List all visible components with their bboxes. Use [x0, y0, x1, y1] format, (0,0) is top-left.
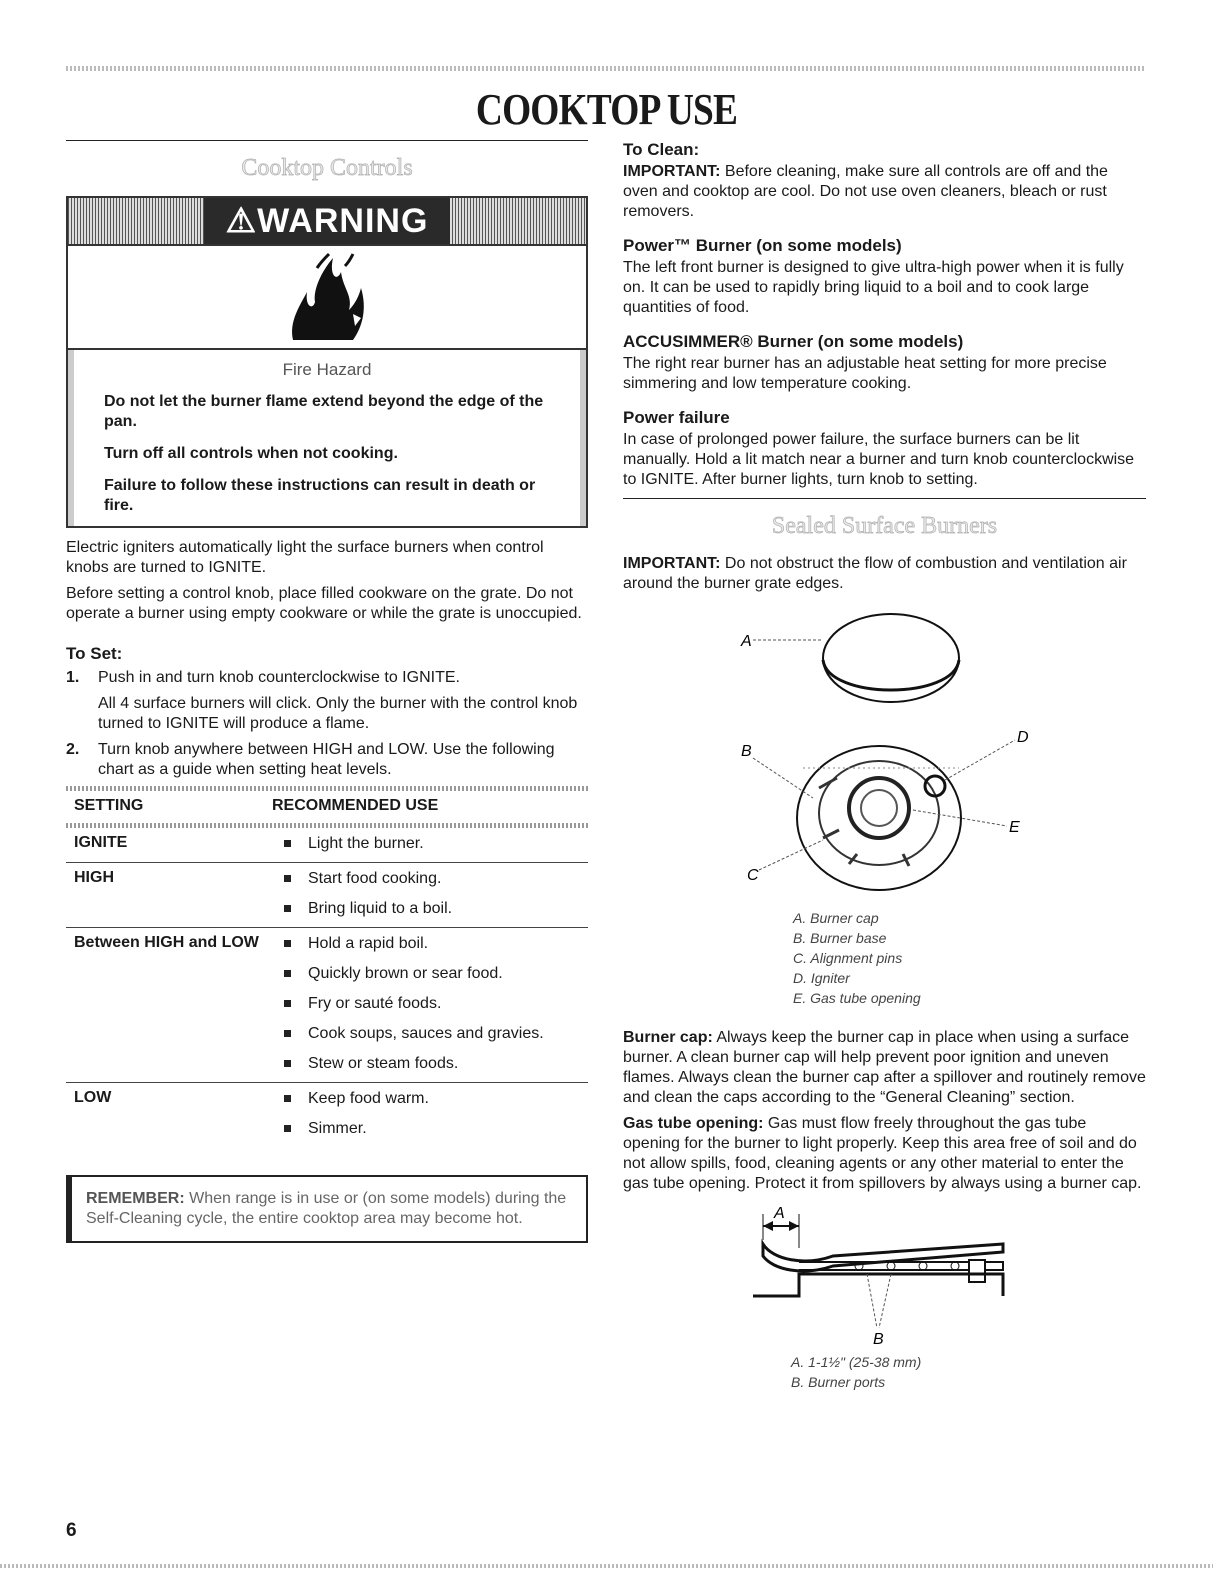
remember-text: When range is in use or (on some models) during the Self-Cleaning cycle, the entire cooktop area may become hot. — [86, 1190, 567, 1227]
label-d: D — [1017, 729, 1029, 746]
table-row — [66, 928, 588, 1083]
page-title: COOKTOP USE — [475, 85, 738, 134]
accusimmer-heading: ACCUSIMMER® Burner (on some models) — [623, 332, 964, 351]
caption: A. Burner cap — [793, 910, 879, 926]
setting-cell: HIGH — [66, 863, 264, 928]
power-burner-heading: Power™ Burner (on some models) — [623, 236, 902, 255]
left-column — [66, 140, 588, 1243]
leader-b — [753, 758, 813, 798]
remember-label: REMEMBER: — [86, 1190, 185, 1207]
setting-cell: IGNITE — [66, 828, 264, 863]
step-subtext: All 4 surface burners will click. Only the burner with the control knob turned to IGNITE will produce a flame. — [98, 695, 578, 732]
warning-label: ⚠WARNING — [204, 198, 451, 244]
page-number: 6 — [66, 1520, 77, 1541]
caption: E. Gas tube opening — [793, 990, 921, 1006]
use-item: Light the burner. — [272, 834, 588, 854]
remember-box — [66, 1175, 588, 1243]
set-steps — [66, 668, 588, 780]
step-number: 1. — [66, 669, 80, 686]
table-header-row — [66, 791, 588, 821]
step-item — [66, 668, 588, 734]
fire-hazard-label: Fire Hazard — [282, 360, 372, 379]
burner-cap-paragraph — [623, 1028, 1146, 1108]
warning-body — [68, 350, 586, 526]
figure2-captions — [791, 1352, 1146, 1392]
warning-line: Do not let the burner flame extend beyond the edge of the pan. — [104, 393, 544, 430]
sealed-important-paragraph — [623, 554, 1146, 594]
gas-tube-label: Gas tube opening: — [623, 1115, 764, 1132]
burner-cap-label: Burner cap: — [623, 1029, 713, 1046]
use-item: Quickly brown or sear food. — [272, 964, 588, 984]
caption: C. Alignment pins — [793, 950, 903, 966]
caption: B. Burner ports — [791, 1374, 886, 1390]
igniters-paragraph: Electric igniters automatically light the surface burners when control knobs are turned to IGNITE. — [66, 539, 544, 576]
caption: D. Igniter — [793, 970, 850, 986]
gas-tube-paragraph — [623, 1114, 1146, 1194]
use-item: Bring liquid to a boil. — [272, 899, 588, 919]
label-b: B — [741, 743, 752, 760]
table-row — [66, 1083, 588, 1148]
fig2-label-a: A — [774, 1205, 785, 1222]
section-rule — [66, 140, 588, 141]
fire-icon — [68, 246, 586, 350]
setting-cell: Between HIGH and LOW — [66, 928, 264, 1083]
step-number: 2. — [66, 741, 80, 758]
uses-cell — [264, 928, 588, 1083]
gas-tube-text: Gas must flow freely throughout the gas tube opening for the burner to light properly. Keep this area free of soil and do not allow spills, food, cleaning agents or any other material to enter the gas tube opening. Protect it from spillovers by always using a burner cap. — [623, 1115, 1142, 1192]
use-item: Hold a rapid boil. — [272, 934, 588, 954]
burner-assembly-diagram — [623, 608, 1146, 908]
uses-cell — [264, 863, 588, 928]
caption: B. Burner base — [793, 930, 887, 946]
burner-cap-profile-diagram — [623, 1204, 1146, 1344]
leader-d — [945, 740, 1015, 780]
uses-cell — [264, 1083, 588, 1148]
important-label: IMPORTANT: — [623, 163, 721, 180]
figure1-captions — [793, 908, 1146, 1008]
step-text: Turn knob anywhere between HIGH and LOW. Use the following chart as a guide when setting heat levels. — [98, 741, 555, 778]
top-decorative-band — [66, 66, 1146, 71]
accusimmer-text: The right rear burner has an adjustable heat setting for more precise simmering and low temperature cooking. — [623, 355, 1107, 392]
warning-box — [66, 196, 588, 528]
base-profile — [753, 1274, 1003, 1296]
fig2-label-b: B — [873, 1331, 884, 1344]
section-rule — [623, 498, 1146, 499]
leader-ports — [867, 1274, 877, 1328]
to-set-heading: To Set: — [66, 644, 123, 663]
clean-important-paragraph — [623, 162, 1146, 222]
setting-cell: LOW — [74, 1089, 112, 1106]
important-text: Do not obstruct the flow of combustion and ventilation air around the burner grate edges. — [623, 555, 1127, 592]
section-heading-sealed-burners: Sealed Surface Burners — [771, 513, 998, 539]
important-text: Before cleaning, make sure all controls are off and the oven and cooktop are cool. Do not use oven cleaners, bleach or rust removers. — [623, 163, 1108, 220]
bottom-decorative-band — [0, 1564, 1213, 1568]
burner-cap-text: Always keep the burner cap in place when using a surface burner. A clean burner cap will help prevent poor ignition and uneven flames. Always clean the burner cap after a spillover and routinely remove and clean the caps according to the “General Cleaning” section. — [623, 1029, 1146, 1106]
header-recommended-use: RECOMMENDED USE — [272, 797, 439, 814]
important-label: IMPORTANT: — [623, 555, 721, 572]
uses-cell — [264, 828, 588, 863]
use-item: Simmer. — [272, 1119, 588, 1139]
warning-header — [68, 198, 586, 246]
power-failure-heading: Power failure — [623, 408, 730, 427]
label-e: E — [1009, 819, 1020, 836]
power-burner-text: The left front burner is designed to give ultra-high power when it is fully on. It can be used to rapidly bring liquid to a boil and to cook large quantities of food. — [623, 259, 1124, 316]
use-item: Stew or steam foods. — [272, 1054, 588, 1074]
warning-line: Failure to follow these instructions can result in death or fire. — [104, 477, 536, 514]
step-text: Push in and turn knob counterclockwise to IGNITE. — [98, 669, 460, 686]
power-failure-text: In case of prolonged power failure, the surface burners can be lit manually. Hold a lit match near a burner and turn knob counterclockwise to IGNITE. After burner lights, turn knob to setting. — [623, 431, 1135, 488]
cap-profile — [763, 1244, 1003, 1271]
caption: A. 1-1½" (25-38 mm) — [791, 1354, 922, 1370]
table-row — [66, 863, 588, 928]
label-c: C — [747, 867, 759, 884]
to-clean-heading: To Clean: — [623, 140, 700, 159]
right-column — [623, 140, 1146, 1392]
label-a: A — [741, 633, 752, 650]
use-item: Keep food warm. — [272, 1089, 588, 1109]
header-setting: SETTING — [74, 797, 144, 814]
use-item: Cook soups, sauces and gravies. — [272, 1024, 588, 1044]
cookware-paragraph: Before setting a control knob, place filled cookware on the grate. Do not operate a burner using empty cookware or while the grate is unoccupied. — [66, 585, 582, 622]
table-row — [66, 828, 588, 863]
heat-settings-table — [66, 791, 588, 1147]
warning-line: Turn off all controls when not cooking. — [104, 445, 398, 462]
step-item — [66, 740, 588, 780]
use-item: Start food cooking. — [272, 869, 588, 889]
section-heading-cooktop-controls: Cooktop Controls — [241, 155, 413, 181]
use-item: Fry or sauté foods. — [272, 994, 588, 1014]
